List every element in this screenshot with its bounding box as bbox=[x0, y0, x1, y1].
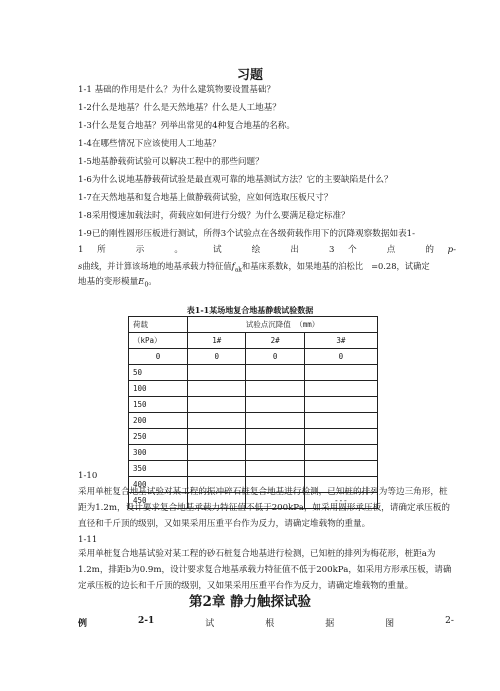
question-1-8: 1-8采用慢速加载法时，荷载应如何进行分级？为什么要满足稳定标准？ bbox=[78, 211, 350, 221]
table-row: 250 bbox=[129, 429, 378, 445]
table-row: 450 --- bbox=[129, 493, 378, 509]
table-row: 100 bbox=[129, 381, 378, 397]
col-header-2: 2# bbox=[246, 333, 304, 349]
table-row: 200 bbox=[129, 413, 378, 429]
question-1-2: 1-2什么是地基？什么是天然地基？什么是人工地基？ bbox=[78, 103, 281, 113]
question-1-1: 1-1 基础的作用是什么？为什么建筑物要设置基础？ bbox=[78, 85, 276, 95]
question-1-3: 1-3什么是复合地基？列举出常见的4种复合地基的名称。 bbox=[78, 121, 295, 131]
question-1-9-line-3: s曲线，并计算该场地的地基承载力特征值$f_{ak}$和基床系数k，如果地基的泊松比 =0.28，试确定 bbox=[78, 261, 430, 274]
question-1-11-number: 1-11 bbox=[78, 535, 98, 545]
table-row: 50 bbox=[129, 365, 378, 381]
load-unit-header: （kPa） bbox=[129, 333, 188, 349]
question-1-10-number: 1-10 bbox=[78, 471, 98, 481]
col-header-3: 3# bbox=[304, 333, 377, 349]
question-1-11-text: 采用单桩复合地基试验对某工程的砂石桩复合地基进行检测，已知桩的排列为梅花形，桩距a为1.2m，排距b为0.9m，设计要求复合地基承载力特征值不低于200kPa，如采用方形承压板，请确定承压板的边长和千斤顶的级别，又如果采用压重平台作为反力，请确定堆载物的重量。 bbox=[78, 549, 452, 591]
page-title: 习题 bbox=[236, 68, 263, 83]
question-1-9-line-2: 1所 示 。 试 绘 出 3个 点 的p- bbox=[78, 245, 456, 255]
question-1-9-line-1: 1-9已的刚性圆形压板进行测试，所得3个试验点在各级荷载作用下的沉降观察数据如表1- bbox=[78, 229, 416, 239]
chapter-heading: 第2章 静力触探试验 bbox=[188, 594, 312, 610]
table-caption: 表1-1某场地复合地基静载试验数据 bbox=[186, 305, 314, 315]
table-row: 350 bbox=[129, 461, 378, 477]
question-1-6: 1-6为什么说地基静载荷试验是最直观可靠的地基测试方法？它的主要缺陷是什么？ bbox=[78, 175, 393, 185]
table-row: 400 bbox=[129, 477, 378, 493]
table-row: 150 bbox=[129, 397, 378, 413]
question-1-4: 1-4在哪些情况下应该使用人工地基？ bbox=[78, 139, 221, 149]
col-header-1: 1# bbox=[188, 333, 246, 349]
question-1-5: 1-5地基静载荷试验可以解决工程中的那些问题？ bbox=[78, 157, 264, 167]
settlement-group-header: 试验点沉降值 （mm） bbox=[188, 317, 378, 333]
question-1-9-line-4: 地基的变形模量$E_0$。 bbox=[78, 277, 157, 289]
table-row: 0 0 0 0 bbox=[129, 349, 378, 365]
table-row: 300 bbox=[129, 445, 378, 461]
question-1-10-text: 采用单桩复合地基试验对某工程的振冲碎石桩复合地基进行检测，已知桩的排列为等边三角形，桩距为1.2m，设计要求复合地基承载力特征值不低于200kPa，如采用圆形承压板，请确定承压板的直径和千斤顶的级别，又如果采用压重平台作为反力，请确定堆载物的重量。 bbox=[78, 487, 450, 529]
load-header: 荷载 bbox=[129, 317, 188, 333]
question-1-7: 1-7在天然地基和复合地基上做静载荷试验，应如何选取压板尺寸？ bbox=[78, 193, 333, 203]
example-2-1-line: 例 2-1 试 根 据 图 2- bbox=[78, 616, 454, 629]
